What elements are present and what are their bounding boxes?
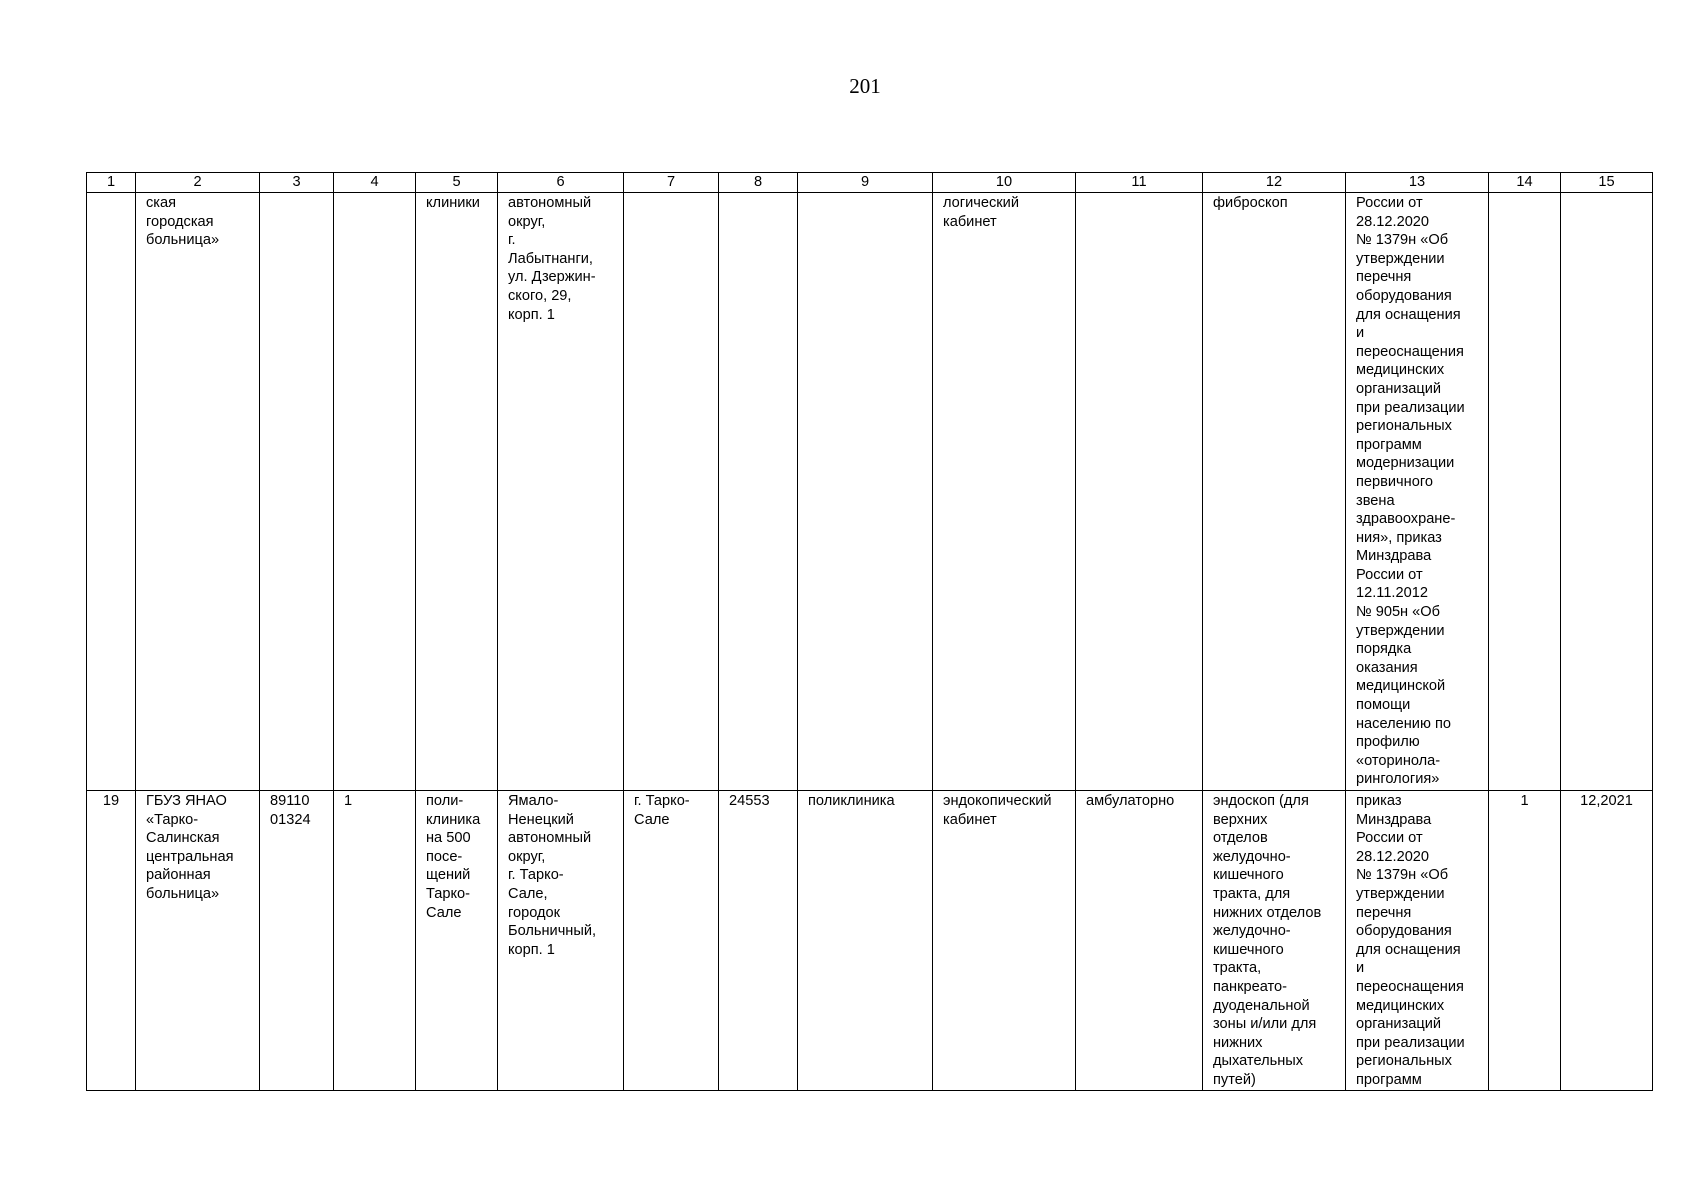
table-cell (87, 193, 136, 791)
table-cell: амбулаторно (1076, 791, 1203, 1091)
table-cell (719, 193, 798, 791)
table-cell: фиброскоп (1203, 193, 1346, 791)
table-cell: эндоскоп (для верхних отделов желудочно- кишечного тракта, для нижних отделов желудочно- кишечного тракта, панкреато- дуоденальной зоны и/или для нижних дыхательных путей) (1203, 791, 1346, 1091)
table-cell: приказ Минздрава России от 28.12.2020 № 1379н «Об утверждении перечня оборудования для оснащения и переоснащения медицинских организаций при реализации региональных программ (1346, 791, 1489, 1091)
column-header: 9 (798, 173, 933, 193)
table-cell: клиники (416, 193, 498, 791)
column-header: 15 (1561, 173, 1653, 193)
column-header: 3 (260, 173, 334, 193)
column-header: 2 (136, 173, 260, 193)
column-header: 8 (719, 173, 798, 193)
table-cell: поликлиника (798, 791, 933, 1091)
column-header: 12 (1203, 173, 1346, 193)
table-cell (260, 193, 334, 791)
table-cell: эндокопический кабинет (933, 791, 1076, 1091)
column-header: 14 (1489, 173, 1561, 193)
table-cell: 1 (1489, 791, 1561, 1091)
column-header: 4 (334, 173, 416, 193)
table-cell (624, 193, 719, 791)
table-cell: автономный округ, г. Лабытнанги, ул. Дзержин- ского, 29, корп. 1 (498, 193, 624, 791)
table-cell: Ямало- Ненецкий автономный округ, г. Тарко- Сале, городок Больничный, корп. 1 (498, 791, 624, 1091)
table-cell: 1 (334, 791, 416, 1091)
table-cell (1076, 193, 1203, 791)
table-cell: логический кабинет (933, 193, 1076, 791)
table-cell (334, 193, 416, 791)
column-header: 7 (624, 173, 719, 193)
table-cell: 19 (87, 791, 136, 1091)
column-header: 10 (933, 173, 1076, 193)
table-cell: 24553 (719, 791, 798, 1091)
table-row (87, 791, 1653, 1091)
page-number: 201 (849, 74, 881, 98)
table-cell (1489, 193, 1561, 791)
table-cell: ская городская больница» (136, 193, 260, 791)
table-cell: 89110 01324 (260, 791, 334, 1091)
column-header: 11 (1076, 173, 1203, 193)
column-header: 1 (87, 173, 136, 193)
table-cell: 12,2021 (1561, 791, 1653, 1091)
table-cell: ГБУЗ ЯНАО «Тарко- Салинская центральная районная больница» (136, 791, 260, 1091)
column-header: 13 (1346, 173, 1489, 193)
column-number-row (87, 173, 1653, 193)
data-table (86, 172, 1653, 1091)
table-cell (1561, 193, 1653, 791)
column-header: 6 (498, 173, 624, 193)
table-cell (798, 193, 933, 791)
column-header: 5 (416, 173, 498, 193)
table-row (87, 193, 1653, 791)
table-cell: г. Тарко- Сале (624, 791, 719, 1091)
table-cell: России от 28.12.2020 № 1379н «Об утверждении перечня оборудования для оснащения и переоснащения медицинских организаций при реализации региональных программ модернизации первичного звена здравоохране- ния», приказ Минздрава России от 12.11.2012 № 905н «Об утверждении порядка оказания медицинской помощи населению по профилю «оторинола- рингология» (1346, 193, 1489, 791)
table-cell: поли- клиника на 500 посе- щений Тарко- Сале (416, 791, 498, 1091)
